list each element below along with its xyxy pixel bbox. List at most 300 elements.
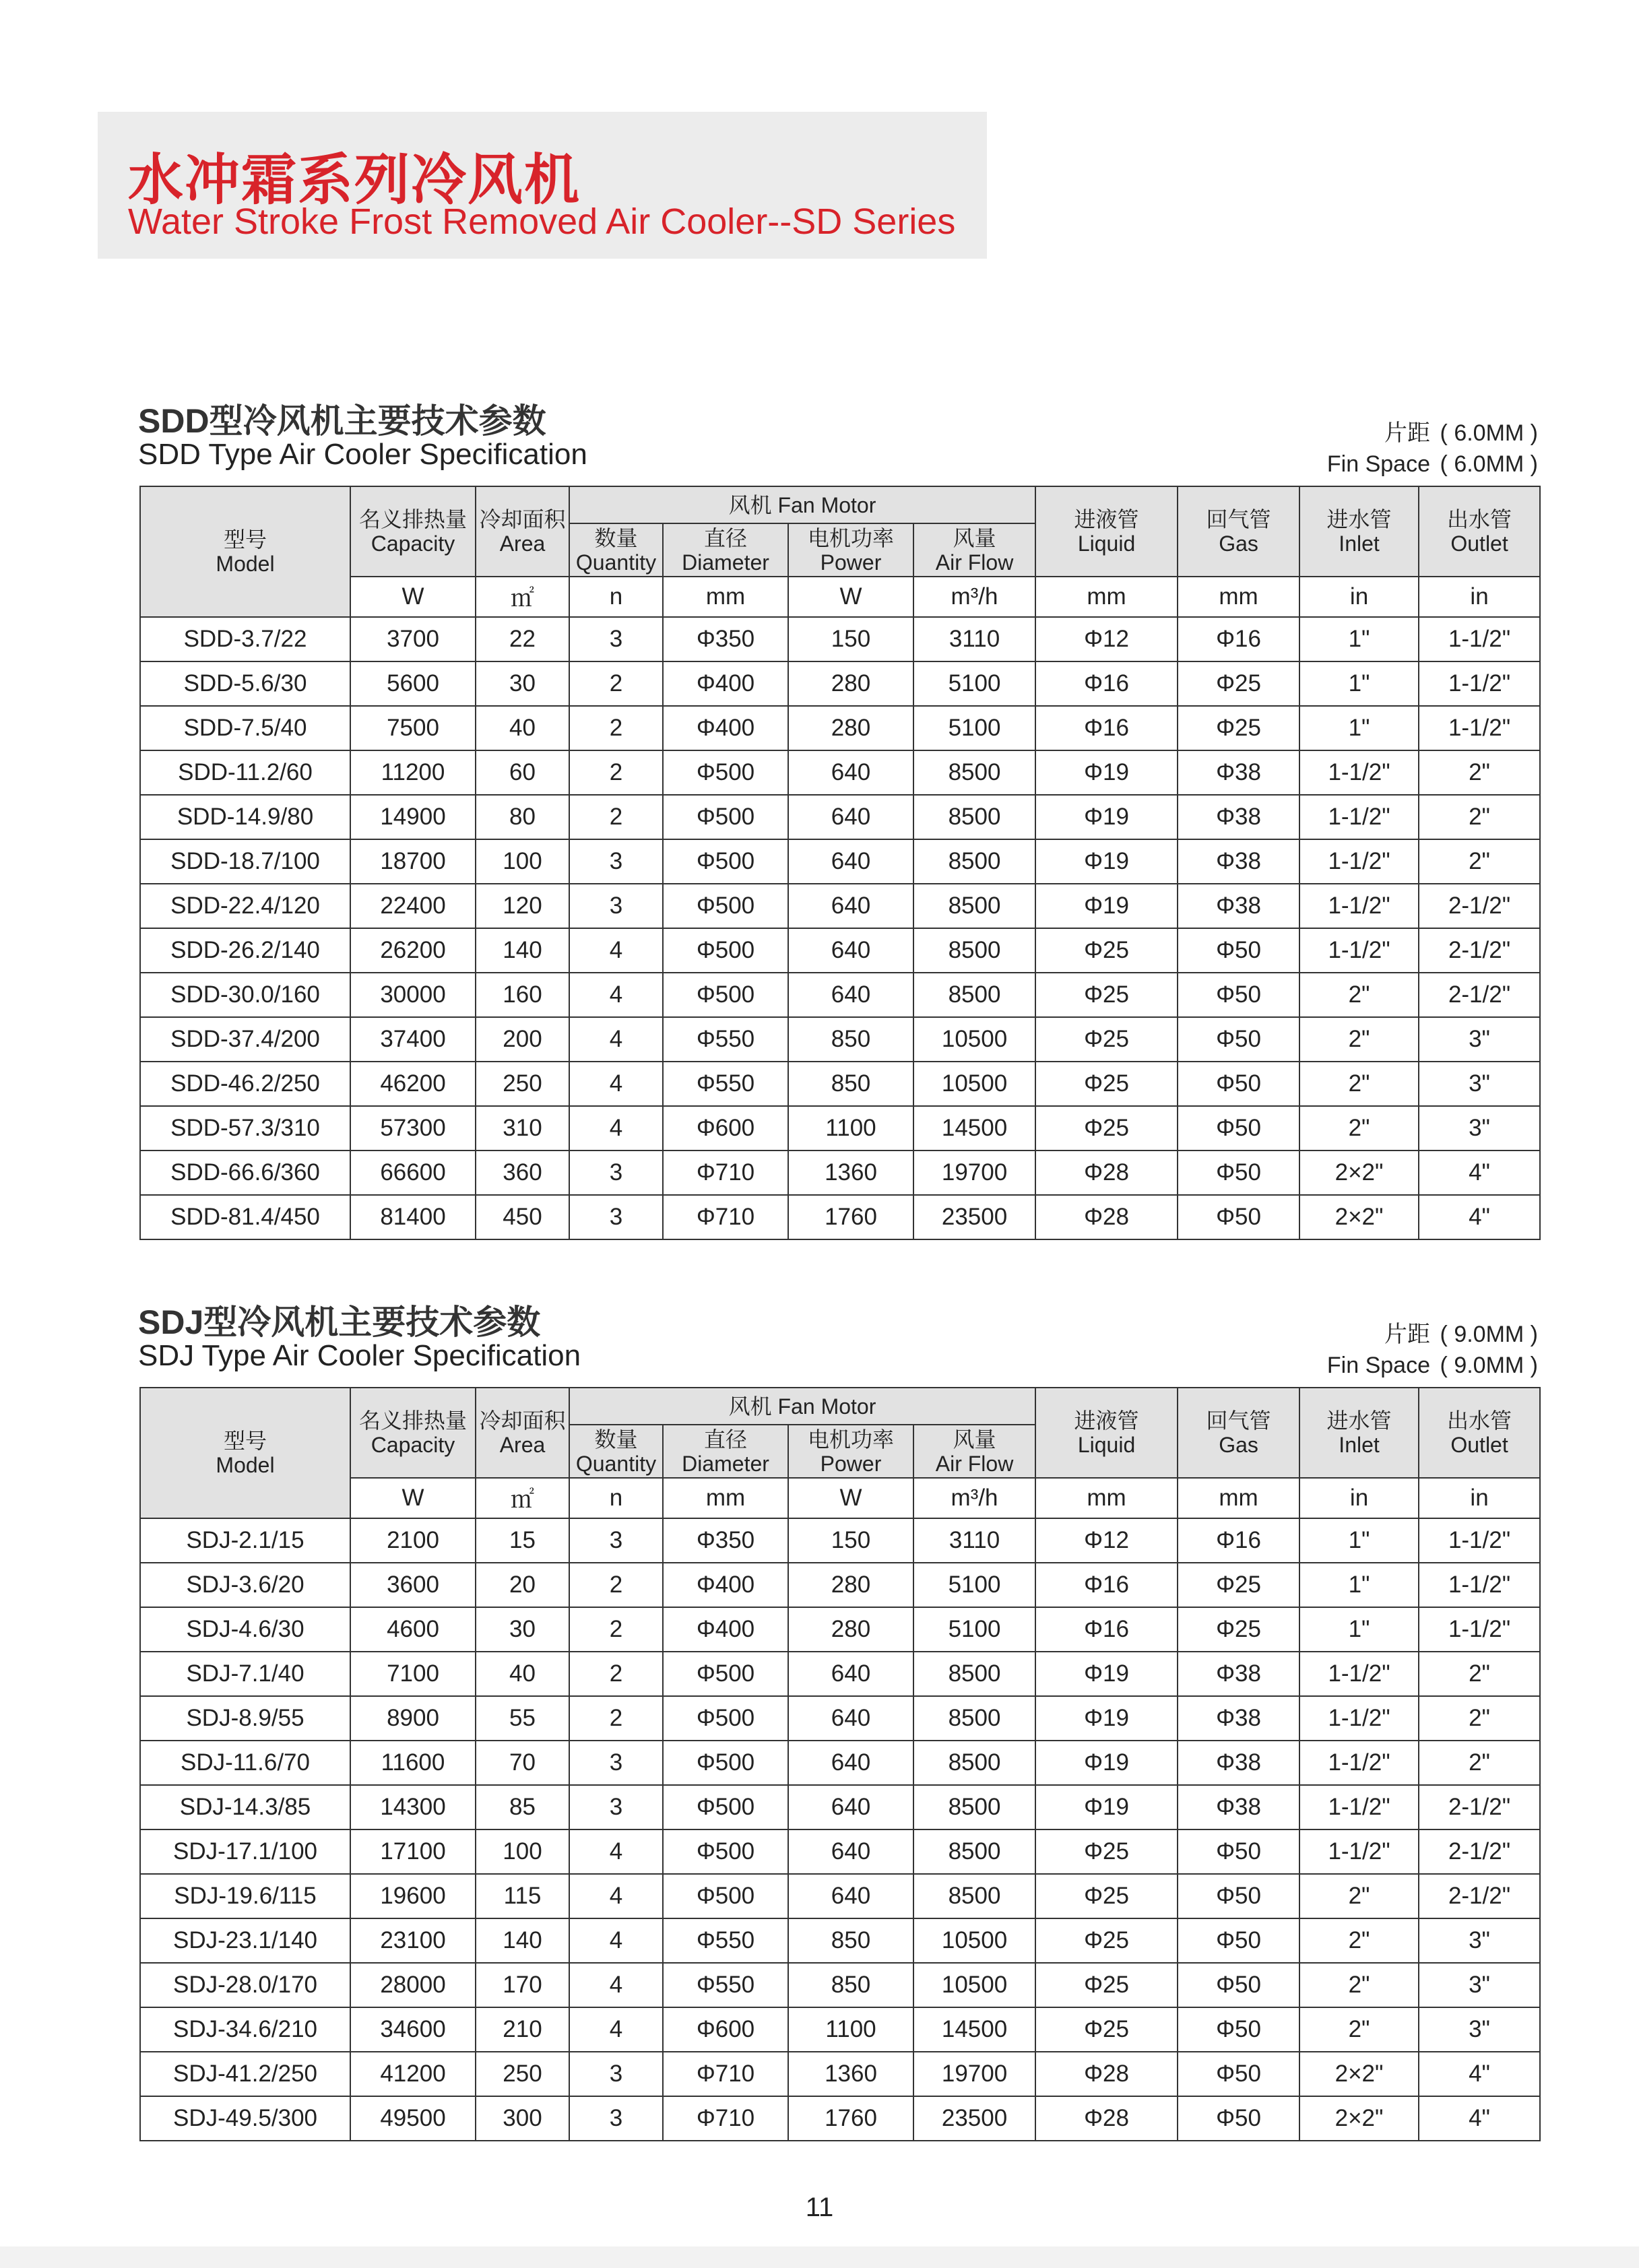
- value-cell: 5600: [350, 661, 476, 706]
- header-en: Liquid: [1077, 1433, 1136, 1457]
- value-cell: 3: [569, 1741, 663, 1785]
- value-cell: 7500: [350, 706, 476, 750]
- value-cell: Φ16: [1035, 1563, 1178, 1607]
- value-cell: 3: [569, 839, 663, 884]
- value-cell: 10500: [913, 1062, 1035, 1106]
- header-cn: 直径: [703, 525, 747, 550]
- model-cell: SDJ-28.0/170: [140, 1963, 350, 2007]
- table-row: [140, 1918, 1540, 1963]
- model-cell: SDJ-11.6/70: [140, 1741, 350, 1785]
- header-outlet: [1419, 1388, 1540, 1478]
- header-model: [140, 486, 350, 617]
- value-cell: 8500: [913, 884, 1035, 928]
- value-cell: 850: [788, 1918, 913, 1963]
- value-cell: 8500: [913, 795, 1035, 839]
- value-cell: 2×2": [1299, 2096, 1419, 2141]
- value-cell: 5100: [913, 661, 1035, 706]
- unit-cell: n: [569, 577, 663, 617]
- sdd-title-en: SDD Type Air Cooler Specification: [138, 438, 587, 471]
- value-cell: 3": [1419, 1062, 1540, 1106]
- value-cell: 14500: [913, 2007, 1035, 2052]
- value-cell: Φ19: [1035, 1696, 1178, 1741]
- value-cell: 46200: [350, 1062, 476, 1106]
- sdj-title-en: SDJ Type Air Cooler Specification: [138, 1339, 581, 1372]
- header-cn: 进水管: [1326, 507, 1392, 531]
- value-cell: Φ38: [1178, 839, 1299, 884]
- value-cell: Φ38: [1178, 750, 1299, 795]
- value-cell: 1-1/2": [1299, 1785, 1419, 1829]
- value-cell: Φ12: [1035, 1518, 1178, 1563]
- value-cell: 8500: [913, 1874, 1035, 1918]
- value-cell: 1": [1299, 1607, 1419, 1652]
- value-cell: 8500: [913, 1741, 1035, 1785]
- table-row: [140, 2096, 1540, 2141]
- header-inlet: [1299, 1388, 1419, 1478]
- value-cell: 2×2": [1299, 1151, 1419, 1195]
- fin-label-cn: 片距: [1384, 420, 1430, 446]
- fin-value: ( 6.0MM ): [1440, 420, 1538, 446]
- unit-cell: m³/h: [913, 577, 1035, 617]
- value-cell: 2": [1419, 1741, 1540, 1785]
- value-cell: Φ50: [1178, 1874, 1299, 1918]
- value-cell: Φ710: [663, 1195, 788, 1239]
- value-cell: 80: [476, 795, 569, 839]
- value-cell: Φ50: [1178, 1918, 1299, 1963]
- table-row: [140, 928, 1540, 973]
- header-cn: 进液管: [1074, 1408, 1139, 1433]
- table-row: [140, 1829, 1540, 1874]
- value-cell: Φ50: [1178, 1017, 1299, 1062]
- value-cell: 20: [476, 1563, 569, 1607]
- header-cn: 型号: [223, 527, 267, 552]
- value-cell: 4: [569, 2007, 663, 2052]
- fin-value: ( 6.0MM ): [1440, 451, 1538, 477]
- value-cell: 1100: [788, 2007, 913, 2052]
- value-cell: Φ25: [1178, 706, 1299, 750]
- unit-cell: ㎡: [476, 577, 569, 617]
- value-cell: 640: [788, 1696, 913, 1741]
- header-en: Gas: [1219, 1433, 1258, 1457]
- header-inlet: [1299, 486, 1419, 577]
- value-cell: 8500: [913, 1696, 1035, 1741]
- header-en: Diameter: [682, 1451, 769, 1476]
- value-cell: 28000: [350, 1963, 476, 2007]
- header-gas: [1178, 486, 1299, 577]
- model-cell: SDJ-7.1/40: [140, 1652, 350, 1696]
- header-cn: 冷却面积: [479, 1408, 566, 1433]
- value-cell: Φ50: [1178, 1106, 1299, 1151]
- header-en: Capacity: [371, 531, 455, 556]
- value-cell: 115: [476, 1874, 569, 1918]
- table-row: [140, 1062, 1540, 1106]
- value-cell: 2: [569, 795, 663, 839]
- value-cell: 1-1/2": [1419, 1607, 1540, 1652]
- unit-cell: mm: [1035, 1478, 1178, 1518]
- header-en: Capacity: [371, 1433, 455, 1457]
- value-cell: Φ25: [1035, 928, 1178, 973]
- table-row: [140, 1785, 1540, 1829]
- value-cell: Φ500: [663, 1785, 788, 1829]
- value-cell: 8500: [913, 1652, 1035, 1696]
- value-cell: 14500: [913, 1106, 1035, 1151]
- table-row: [140, 1106, 1540, 1151]
- value-cell: 81400: [350, 1195, 476, 1239]
- header-cn: 风量: [953, 1427, 996, 1452]
- banner-title-cn: 水冲霜系列冷风机: [128, 148, 581, 212]
- table-row: [140, 661, 1540, 706]
- value-cell: 11200: [350, 750, 476, 795]
- value-cell: 1-1/2": [1299, 1652, 1419, 1696]
- value-cell: 2": [1299, 973, 1419, 1017]
- value-cell: 2: [569, 706, 663, 750]
- value-cell: 2-1/2": [1419, 1874, 1540, 1918]
- value-cell: 60: [476, 750, 569, 795]
- value-cell: 3": [1419, 1017, 1540, 1062]
- model-cell: SDJ-14.3/85: [140, 1785, 350, 1829]
- value-cell: 1360: [788, 1151, 913, 1195]
- value-cell: 10500: [913, 1963, 1035, 2007]
- value-cell: 640: [788, 884, 913, 928]
- header-cn: 出水管: [1447, 1408, 1512, 1433]
- value-cell: 140: [476, 1918, 569, 1963]
- value-cell: 4: [569, 928, 663, 973]
- header-cn: 进水管: [1326, 1408, 1392, 1433]
- value-cell: Φ600: [663, 1106, 788, 1151]
- value-cell: 8500: [913, 1829, 1035, 1874]
- value-cell: 1100: [788, 1106, 913, 1151]
- value-cell: Φ400: [663, 661, 788, 706]
- value-cell: Φ38: [1178, 1652, 1299, 1696]
- value-cell: Φ50: [1178, 1963, 1299, 2007]
- model-cell: SDJ-17.1/100: [140, 1829, 350, 1874]
- table-row: [140, 1741, 1540, 1785]
- value-cell: 360: [476, 1151, 569, 1195]
- unit-cell: mm: [1035, 577, 1178, 617]
- value-cell: Φ25: [1035, 1829, 1178, 1874]
- value-cell: Φ28: [1035, 1151, 1178, 1195]
- value-cell: Φ16: [1178, 1518, 1299, 1563]
- table-row: [140, 795, 1540, 839]
- value-cell: 2": [1299, 2007, 1419, 2052]
- value-cell: 19700: [913, 2052, 1035, 2096]
- value-cell: 22: [476, 617, 569, 661]
- header-en: Quantity: [575, 1451, 657, 1476]
- value-cell: Φ19: [1035, 795, 1178, 839]
- value-cell: 2×2": [1299, 1195, 1419, 1239]
- value-cell: 3: [569, 2096, 663, 2141]
- value-cell: 640: [788, 1652, 913, 1696]
- value-cell: 250: [476, 2052, 569, 2096]
- fin-value: ( 9.0MM ): [1440, 1322, 1538, 1347]
- value-cell: 4: [569, 1106, 663, 1151]
- value-cell: Φ350: [663, 1518, 788, 1563]
- table-row: [140, 617, 1540, 661]
- value-cell: Φ50: [1178, 928, 1299, 973]
- value-cell: Φ500: [663, 973, 788, 1017]
- table-row: [140, 750, 1540, 795]
- banner-title-en: Water Stroke Frost Removed Air Cooler--SD Series: [128, 201, 956, 242]
- header-power: [788, 523, 913, 577]
- value-cell: 3": [1419, 1106, 1540, 1151]
- table-row: [140, 1017, 1540, 1062]
- value-cell: Φ500: [663, 1652, 788, 1696]
- value-cell: 8500: [913, 973, 1035, 1017]
- value-cell: 4: [569, 973, 663, 1017]
- value-cell: 2": [1299, 1918, 1419, 1963]
- value-cell: Φ25: [1035, 1918, 1178, 1963]
- model-cell: SDJ-34.6/210: [140, 2007, 350, 2052]
- value-cell: 140: [476, 928, 569, 973]
- value-cell: Φ25: [1178, 1563, 1299, 1607]
- value-cell: 1": [1299, 617, 1419, 661]
- value-cell: 7100: [350, 1652, 476, 1696]
- value-cell: Φ25: [1178, 661, 1299, 706]
- value-cell: 850: [788, 1963, 913, 2007]
- model-cell: SDJ-3.6/20: [140, 1563, 350, 1607]
- header-cn: 回气管: [1206, 507, 1271, 531]
- value-cell: Φ38: [1178, 795, 1299, 839]
- value-cell: 120: [476, 884, 569, 928]
- value-cell: Φ500: [663, 928, 788, 973]
- value-cell: 4: [569, 1017, 663, 1062]
- value-cell: 640: [788, 928, 913, 973]
- value-cell: 8500: [913, 839, 1035, 884]
- header-capacity: [350, 486, 476, 577]
- header-en: Inlet: [1339, 531, 1380, 556]
- model-cell: SDD-14.9/80: [140, 795, 350, 839]
- value-cell: 850: [788, 1062, 913, 1106]
- value-cell: 2": [1299, 1963, 1419, 2007]
- value-cell: 8500: [913, 1785, 1035, 1829]
- value-cell: 2×2": [1299, 2052, 1419, 2096]
- value-cell: 10500: [913, 1017, 1035, 1062]
- model-cell: SDJ-23.1/140: [140, 1918, 350, 1963]
- value-cell: 10500: [913, 1918, 1035, 1963]
- model-cell: SDD-7.5/40: [140, 706, 350, 750]
- header-cn: 风量: [953, 525, 996, 550]
- value-cell: 2100: [350, 1518, 476, 1563]
- header-liquid: [1035, 1388, 1178, 1478]
- value-cell: 2: [569, 750, 663, 795]
- unit-cell: mm: [663, 1478, 788, 1518]
- sdd-fin-space: [1327, 418, 1538, 480]
- value-cell: 2": [1419, 1652, 1540, 1696]
- unit-cell: m³/h: [913, 1478, 1035, 1518]
- value-cell: 100: [476, 1829, 569, 1874]
- value-cell: Φ16: [1035, 1607, 1178, 1652]
- value-cell: 2: [569, 1652, 663, 1696]
- value-cell: 2": [1419, 839, 1540, 884]
- value-cell: 3": [1419, 1963, 1540, 2007]
- header-en: Air Flow: [935, 550, 1014, 575]
- value-cell: 2: [569, 1563, 663, 1607]
- value-cell: 2-1/2": [1419, 884, 1540, 928]
- value-cell: Φ25: [1178, 1607, 1299, 1652]
- value-cell: 49500: [350, 2096, 476, 2141]
- value-cell: 26200: [350, 928, 476, 973]
- value-cell: 5100: [913, 706, 1035, 750]
- value-cell: 19600: [350, 1874, 476, 1918]
- value-cell: Φ500: [663, 1696, 788, 1741]
- value-cell: 85: [476, 1785, 569, 1829]
- value-cell: 2: [569, 1696, 663, 1741]
- value-cell: Φ550: [663, 1062, 788, 1106]
- value-cell: 15: [476, 1518, 569, 1563]
- model-cell: SDD-18.7/100: [140, 839, 350, 884]
- value-cell: Φ19: [1035, 1652, 1178, 1696]
- value-cell: Φ16: [1035, 706, 1178, 750]
- header-en: Quantity: [575, 550, 657, 575]
- model-cell: SDD-11.2/60: [140, 750, 350, 795]
- value-cell: 22400: [350, 884, 476, 928]
- value-cell: 3: [569, 617, 663, 661]
- header-quantity: [569, 523, 663, 577]
- unit-cell: in: [1299, 1478, 1419, 1518]
- value-cell: 3: [569, 1518, 663, 1563]
- header-gas: [1178, 1388, 1299, 1478]
- value-cell: 34600: [350, 2007, 476, 2052]
- value-cell: 14300: [350, 1785, 476, 1829]
- value-cell: Φ19: [1035, 839, 1178, 884]
- value-cell: Φ500: [663, 1829, 788, 1874]
- table-row: [140, 1696, 1540, 1741]
- value-cell: 3700: [350, 617, 476, 661]
- value-cell: 210: [476, 2007, 569, 2052]
- value-cell: Φ50: [1178, 2007, 1299, 2052]
- header-en: Outlet: [1450, 1433, 1508, 1457]
- unit-cell: W: [788, 1478, 913, 1518]
- value-cell: 11600: [350, 1741, 476, 1785]
- value-cell: Φ19: [1035, 884, 1178, 928]
- value-cell: 57300: [350, 1106, 476, 1151]
- value-cell: 1": [1299, 1563, 1419, 1607]
- value-cell: Φ50: [1178, 973, 1299, 1017]
- header-airflow: [913, 523, 1035, 577]
- value-cell: 5100: [913, 1563, 1035, 1607]
- header-en: Model: [216, 552, 275, 576]
- value-cell: 3: [569, 1785, 663, 1829]
- value-cell: 640: [788, 973, 913, 1017]
- value-cell: 300: [476, 2096, 569, 2141]
- value-cell: 3: [569, 2052, 663, 2096]
- value-cell: 280: [788, 1563, 913, 1607]
- value-cell: 3: [569, 1195, 663, 1239]
- value-cell: 5100: [913, 1607, 1035, 1652]
- value-cell: 1-1/2": [1419, 661, 1540, 706]
- value-cell: 4: [569, 1963, 663, 2007]
- unit-cell: W: [350, 577, 476, 617]
- fin-label-en: Fin Space: [1326, 1353, 1430, 1378]
- model-cell: SDD-66.6/360: [140, 1151, 350, 1195]
- value-cell: 2: [569, 661, 663, 706]
- title-banner: [98, 112, 987, 259]
- value-cell: 310: [476, 1106, 569, 1151]
- value-cell: 640: [788, 839, 913, 884]
- fin-label-en: Fin Space: [1326, 451, 1430, 477]
- model-cell: SDD-22.4/120: [140, 884, 350, 928]
- value-cell: 4": [1419, 1151, 1540, 1195]
- value-cell: 4": [1419, 2052, 1540, 2096]
- value-cell: 2": [1299, 1874, 1419, 1918]
- value-cell: Φ25: [1035, 2007, 1178, 2052]
- sdj-fin-space: [1327, 1319, 1538, 1381]
- value-cell: 3: [569, 1151, 663, 1195]
- value-cell: Φ28: [1035, 1195, 1178, 1239]
- value-cell: Φ38: [1178, 884, 1299, 928]
- value-cell: 640: [788, 1785, 913, 1829]
- header-en: Liquid: [1077, 531, 1136, 556]
- value-cell: Φ50: [1178, 1062, 1299, 1106]
- header-en: Area: [499, 1433, 546, 1457]
- value-cell: Φ16: [1035, 661, 1178, 706]
- value-cell: Φ28: [1035, 2096, 1178, 2141]
- model-cell: SDJ-49.5/300: [140, 2096, 350, 2141]
- value-cell: 23500: [913, 1195, 1035, 1239]
- value-cell: Φ500: [663, 1741, 788, 1785]
- table-row: [140, 1563, 1540, 1607]
- value-cell: 150: [788, 617, 913, 661]
- header-airflow: [913, 1425, 1035, 1478]
- value-cell: 280: [788, 706, 913, 750]
- header-area: [476, 486, 569, 577]
- value-cell: 450: [476, 1195, 569, 1239]
- value-cell: 19700: [913, 1151, 1035, 1195]
- sdd-spec-table: [139, 486, 1541, 1240]
- value-cell: 1-1/2": [1299, 1741, 1419, 1785]
- header-cn: 名义排热量: [358, 1408, 467, 1433]
- value-cell: Φ710: [663, 2096, 788, 2141]
- value-cell: 1": [1299, 706, 1419, 750]
- header-cn: 型号: [223, 1429, 267, 1453]
- header-model: [140, 1388, 350, 1518]
- table-row: [140, 884, 1540, 928]
- table-row: [140, 1195, 1540, 1239]
- value-cell: Φ710: [663, 1151, 788, 1195]
- value-cell: 1-1/2": [1419, 1518, 1540, 1563]
- value-cell: 4: [569, 1874, 663, 1918]
- value-cell: Φ38: [1178, 1696, 1299, 1741]
- table-row: [140, 2052, 1540, 2096]
- value-cell: Φ25: [1035, 1106, 1178, 1151]
- value-cell: 23100: [350, 1918, 476, 1963]
- value-cell: 2": [1419, 795, 1540, 839]
- value-cell: 1": [1299, 661, 1419, 706]
- value-cell: 640: [788, 1741, 913, 1785]
- header-cn: 电机功率: [807, 525, 894, 550]
- value-cell: 150: [788, 1518, 913, 1563]
- value-cell: 8900: [350, 1696, 476, 1741]
- table-row: [140, 973, 1540, 1017]
- value-cell: 3": [1419, 2007, 1540, 2052]
- header-outlet: [1419, 486, 1540, 577]
- value-cell: Φ500: [663, 839, 788, 884]
- value-cell: 100: [476, 839, 569, 884]
- unit-cell: W: [788, 577, 913, 617]
- table-row: [140, 1652, 1540, 1696]
- value-cell: Φ500: [663, 1874, 788, 1918]
- table-row: [140, 1874, 1540, 1918]
- value-cell: Φ400: [663, 706, 788, 750]
- value-cell: 66600: [350, 1151, 476, 1195]
- value-cell: 40: [476, 706, 569, 750]
- value-cell: 2: [569, 1607, 663, 1652]
- value-cell: 3": [1419, 1918, 1540, 1963]
- model-cell: SDD-3.7/22: [140, 617, 350, 661]
- value-cell: 640: [788, 750, 913, 795]
- header-cn: 数量: [594, 1427, 638, 1452]
- value-cell: Φ16: [1178, 617, 1299, 661]
- value-cell: Φ400: [663, 1607, 788, 1652]
